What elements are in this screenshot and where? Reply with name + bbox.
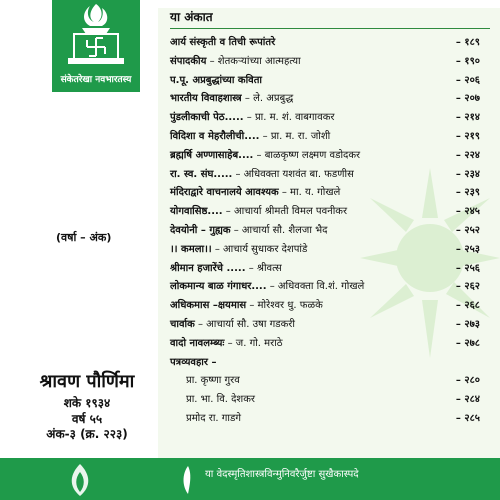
letter-row xyxy=(186,391,480,409)
toc-separator: – xyxy=(211,243,224,255)
toc-page-number: २३९ xyxy=(464,187,480,199)
toc-title: संपादकीय xyxy=(170,55,207,67)
toc-title: अधिकमास –क्षयमास xyxy=(170,300,247,312)
toc-page: – १९० xyxy=(455,55,480,67)
issue-number: अंक-३ (क्र. २२३) xyxy=(46,427,128,441)
toc-title: देवयोनी – गुह्यक xyxy=(170,225,231,236)
toc-page-number: २५२ xyxy=(464,225,480,236)
toc-page: – १८९ xyxy=(455,37,480,48)
toc-page: – २४५ xyxy=(455,206,480,218)
letter-page-number: २८४ xyxy=(464,394,480,406)
toc-page: – २०७ xyxy=(455,93,480,105)
left-panel xyxy=(0,0,150,500)
toc-row xyxy=(170,72,480,90)
letter-page-number: २८० xyxy=(464,375,480,387)
toc-title: भारतीय विवाहशास्त्र xyxy=(170,93,242,105)
toc-separator: – xyxy=(232,168,244,180)
flame-ornament-icon xyxy=(60,462,100,498)
toc-page: – २३४ xyxy=(455,168,480,180)
toc-page: – २५३ xyxy=(455,243,480,255)
year-issue-label: (वर्षा – अंक) xyxy=(56,231,112,244)
toc-row xyxy=(170,316,480,334)
toc-row xyxy=(170,128,480,146)
toc-author: आचार्या सौ. शैलजा भैद xyxy=(241,225,328,236)
varsha-number: वर्ष ५५ xyxy=(71,412,103,426)
toc-title: श्रीमान हजारेंचे ..... xyxy=(170,262,246,274)
toc-heading: या अंकात xyxy=(170,10,213,24)
toc-page: – २१९ xyxy=(455,131,480,142)
letter-page: – २८४ xyxy=(455,394,480,406)
toc-page: – २२४ xyxy=(455,149,480,161)
toc-author: मोरेश्वर धु. फळके xyxy=(257,300,323,312)
toc-row xyxy=(170,90,480,108)
toc-title: ब्रह्मर्षि अण्णासाहेब.... xyxy=(170,149,254,161)
toc-row xyxy=(170,335,480,353)
toc-separator: – xyxy=(222,206,234,218)
toc-title: पुंडलीकाची पेठ..... xyxy=(170,112,244,124)
toc-author: श्रीवत्स xyxy=(256,262,282,274)
toc-row xyxy=(170,297,480,315)
toc-title: आर्य संस्कृती व तिची रूपांतरे xyxy=(170,37,276,48)
toc-page-number: २१४ xyxy=(464,112,480,124)
toc-author: आचार्य सुधाकर देशपांडे xyxy=(223,243,308,255)
toc-row xyxy=(170,278,480,296)
toc-page-number: २०६ xyxy=(464,74,480,86)
letter-author: प्रमोद रा. गाडगे xyxy=(186,413,241,424)
toc-page: – २५२ xyxy=(455,225,480,236)
letter-page: – २८५ xyxy=(455,413,480,424)
toc-author: अधिवक्ता वि.शं. गोखले xyxy=(277,281,365,293)
toc-page: – २५६ xyxy=(455,262,480,274)
toc-author: ज. गो. मराठे xyxy=(235,337,283,349)
toc-title: वादो नावलम्ब्यः xyxy=(170,337,225,349)
toc-panel xyxy=(158,8,500,458)
toc-separator: – xyxy=(206,55,218,67)
letter-author: प्रा. कृष्णा गुरव xyxy=(186,375,240,387)
toc-row xyxy=(170,184,480,202)
toc-author: मा. य. गोखले xyxy=(290,187,341,199)
toc-row xyxy=(170,34,480,52)
toc-page: – २०६ xyxy=(455,74,480,86)
toc-author: ले. अप्रबुद्ध xyxy=(253,93,294,105)
toc-page-number: १८९ xyxy=(464,37,480,48)
toc-page: – २३९ xyxy=(455,187,480,199)
toc-page-number: २७८ xyxy=(464,337,480,349)
toc-separator: – xyxy=(278,187,291,199)
toc-separator: – xyxy=(246,300,258,312)
toc-page: – २७३ xyxy=(455,319,480,330)
toc-page: – २७८ xyxy=(455,337,480,349)
toc-page-number: २१९ xyxy=(464,131,480,142)
toc-separator: – xyxy=(194,319,207,330)
toc-separator: – xyxy=(245,262,257,274)
toc-row xyxy=(170,260,480,278)
toc-row xyxy=(170,147,480,165)
toc-page-number: २२४ xyxy=(464,149,480,161)
toc-title: प.पू. अप्रबुद्धांच्या कविता xyxy=(170,74,263,86)
letter-author: प्रा. भा. वि. देशकर xyxy=(186,394,256,406)
toc-title: योगवासिष्ठ.... xyxy=(170,206,223,218)
toc-author: अधिवक्ता यशवंत बा. फडणीस xyxy=(243,168,354,180)
toc-title: ।। कमला।। xyxy=(170,243,212,255)
toc-page-number: २६८ xyxy=(464,300,480,312)
toc-row xyxy=(170,166,480,184)
toc-page-number: २६२ xyxy=(464,281,480,293)
toc-page-number: २५६ xyxy=(464,262,480,274)
toc-title: विदिशा व मेहरौलीची.... xyxy=(170,131,260,142)
toc-row xyxy=(170,241,480,259)
letter-page: – २८० xyxy=(455,375,480,387)
toc-title: चार्वाक xyxy=(170,319,195,330)
toc-row xyxy=(170,203,480,221)
toc-separator: – xyxy=(224,337,236,349)
shravan-purnima-title: श्रावण पौर्णिमा xyxy=(39,371,135,392)
toc-separator: – xyxy=(241,93,254,105)
toc-page: – २६२ xyxy=(455,281,480,293)
toc-author: प्रा. म. रा. जोशी xyxy=(270,131,331,142)
toc-title: पत्रव्यवहार – xyxy=(170,356,217,368)
toc-author: आचार्या सौ. उषा गडकरी xyxy=(206,319,295,330)
toc-title: मंदिराद्वारे वाचनालये आवश्यक xyxy=(170,187,279,199)
toc-row xyxy=(170,222,480,240)
toc-separator: – xyxy=(259,131,271,142)
toc-author: प्रा. म. शं. वाबगावकर xyxy=(254,112,335,124)
toc-page-number: २७३ xyxy=(464,319,480,330)
toc-author: बाळकृष्ण लक्ष्मण वडोदकर xyxy=(264,149,361,161)
toc-title: रा. स्व. संघ..... xyxy=(170,168,233,180)
shake-year: शके १९३४ xyxy=(63,396,111,410)
letter-row xyxy=(186,410,480,428)
toc-page: – २६८ xyxy=(455,300,480,312)
footer-band xyxy=(0,458,500,500)
logo-text: संकेतरेखा नवभारतस्य xyxy=(52,68,140,92)
toc-page-number: २५३ xyxy=(464,243,480,255)
toc-title: लोकमान्य बाळ गंगाधर.... xyxy=(170,281,267,293)
divider xyxy=(170,28,490,29)
toc-separator: – xyxy=(230,225,242,236)
letter-row xyxy=(186,372,480,390)
toc-row xyxy=(170,53,480,71)
leaf-ornament-icon xyxy=(178,464,198,496)
toc-page: – २१४ xyxy=(455,112,480,124)
toc-separator: – xyxy=(266,281,278,293)
toc-page-number: २४५ xyxy=(464,206,480,218)
toc-page-number: २३४ xyxy=(464,168,480,180)
toc-page-number: १९० xyxy=(464,55,480,67)
toc-separator: – xyxy=(253,149,265,161)
toc-row xyxy=(170,354,480,372)
footer-verse: या वेदस्मृतिशास्त्रविन्मुनिवरैर्जुष्टा सुखैकास्पदे xyxy=(205,469,359,480)
toc-author: शेतकऱ्यांच्या आत्महत्या xyxy=(217,55,301,67)
letter-page-number: २८५ xyxy=(464,413,480,424)
toc-separator: – xyxy=(243,112,255,124)
toc-page-number: २०७ xyxy=(464,93,480,105)
toc-author: आचार्या श्रीमती विमल पवनीकर xyxy=(233,206,348,218)
toc-row xyxy=(170,109,480,127)
